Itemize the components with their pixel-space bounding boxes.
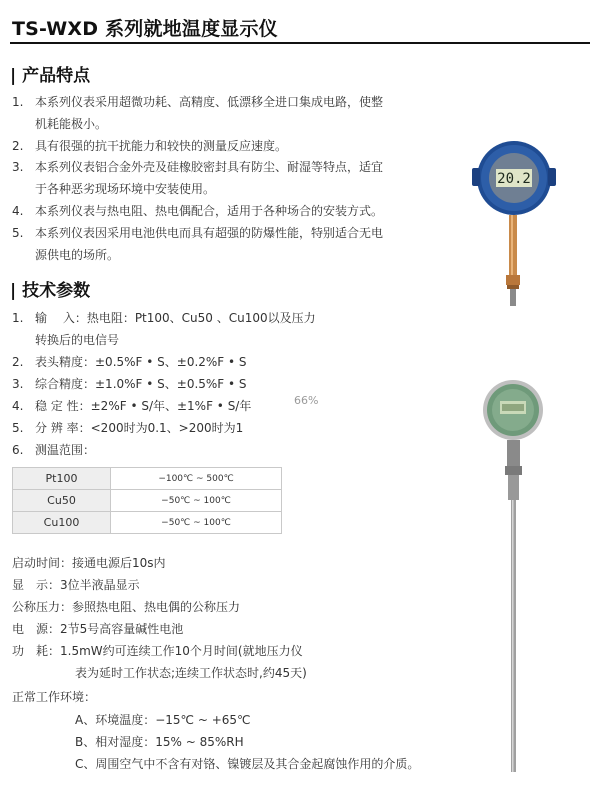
env-atmosphere: C、周围空气中不含有对铬、镍镀层及其合金起腐蚀作用的介质。: [75, 757, 420, 771]
feature-3-number: 3.: [12, 160, 24, 174]
spec-2-line-1: 表头精度：±0.5%F • S、±0.2%F • S: [35, 355, 247, 369]
table-row: [13, 490, 282, 512]
range-table: [12, 467, 282, 534]
feature-3-line-2: 于各种恶劣现场环境中安装使用。: [35, 182, 216, 196]
spec-3-line-1: 综合精度：±1.0%F • S、±0.5%F • S: [35, 377, 247, 391]
sensor-type-cell: Pt100: [13, 468, 111, 490]
feature-1-number: 1.: [12, 95, 24, 109]
thermometer-display-text: 20.2: [497, 171, 531, 187]
page-title: TS-WXD 系列就地温度显示仪: [12, 18, 278, 40]
spec-6-line-1: 测温范围：: [35, 443, 96, 457]
feature-4-line-1: 本系列仪表与热电阻、热电偶配合，适用于各种场合的安装方式。: [35, 204, 384, 218]
product-photo-1: [470, 140, 560, 314]
param-power-supply: 电 源：2节5号高容量碱性电池: [12, 622, 184, 636]
feature-1-line-2: 机耗能极小。: [35, 117, 108, 131]
spec-1-line-1: 输 入：热电阻：Pt100、Cu50 、Cu100以及压力: [35, 311, 316, 325]
spec-4-line-1: 稳 定 性：±2%F • S/年、±1%F • S/年: [35, 399, 252, 413]
param-display: 显 示：3位半液晶显示: [12, 578, 140, 592]
param-pressure: 公称压力：参照热电阻、热电偶的公称压力: [12, 600, 241, 614]
feature-4-number: 4.: [12, 204, 24, 218]
spec-4-number: 4.: [12, 399, 24, 413]
spec-2-number: 2.: [12, 355, 24, 369]
spec-5-number: 5.: [12, 421, 24, 435]
title-divider: [10, 42, 590, 44]
features-heading: | 产品特点: [10, 66, 91, 86]
product-photo-2: [480, 380, 550, 780]
env-humidity: B、相对湿度：15% ~ 85%RH: [75, 735, 244, 749]
spec-6-number: 6.: [12, 443, 24, 457]
feature-5-line-2: 源供电的场所。: [35, 248, 120, 262]
feature-5-line-1: 本系列仪表因采用电池供电而具有超强的防爆性能，特别适合无电: [35, 226, 384, 240]
param-consumption-cont: 表为延时工作状态;连续工作状态时,约45天): [75, 666, 307, 680]
env-heading: 正常工作环境：: [12, 690, 97, 704]
feature-1-line-1: 本系列仪表采用超微功耗、高精度、低漂移全进口集成电路，使整: [35, 95, 384, 109]
feature-3-line-1: 本系列仪表铝合金外壳及硅橡胶密封具有防尘、耐湿等特点，适宜: [35, 160, 384, 174]
spec-1-line-2: 转换后的电信号: [35, 333, 120, 347]
specs-heading: | 技术参数: [10, 281, 91, 301]
param-startup: 启动时间：接通电源后10s内: [12, 556, 166, 570]
zoom-label: 66%: [294, 394, 319, 407]
env-temperature: A、环境温度：−15℃ ~ +65℃: [75, 713, 251, 727]
table-row: [13, 512, 282, 534]
sensor-type-cell: Cu50: [13, 490, 111, 512]
feature-2-number: 2.: [12, 139, 24, 153]
spec-3-number: 3.: [12, 377, 24, 391]
thermometer-blue-image: [470, 140, 560, 310]
table-row: [13, 468, 282, 490]
thermometer-green-image: [480, 380, 550, 776]
param-consumption: 功 耗：1.5mW约可连续工作10个月时间(就地压力仪: [12, 644, 303, 658]
spec-5-line-1: 分 辨 率：<200时为0.1、>200时为1: [35, 421, 244, 435]
spec-1-number: 1.: [12, 311, 24, 325]
feature-5-number: 5.: [12, 226, 24, 240]
range-cell: −50℃ ~ 100℃: [111, 490, 282, 512]
range-cell: −100℃ ~ 500℃: [111, 468, 282, 490]
range-cell: −50℃ ~ 100℃: [111, 512, 282, 534]
feature-2-line-1: 具有很强的抗干扰能力和较快的测量反应速度。: [35, 139, 288, 153]
sensor-type-cell: Cu100: [13, 512, 111, 534]
